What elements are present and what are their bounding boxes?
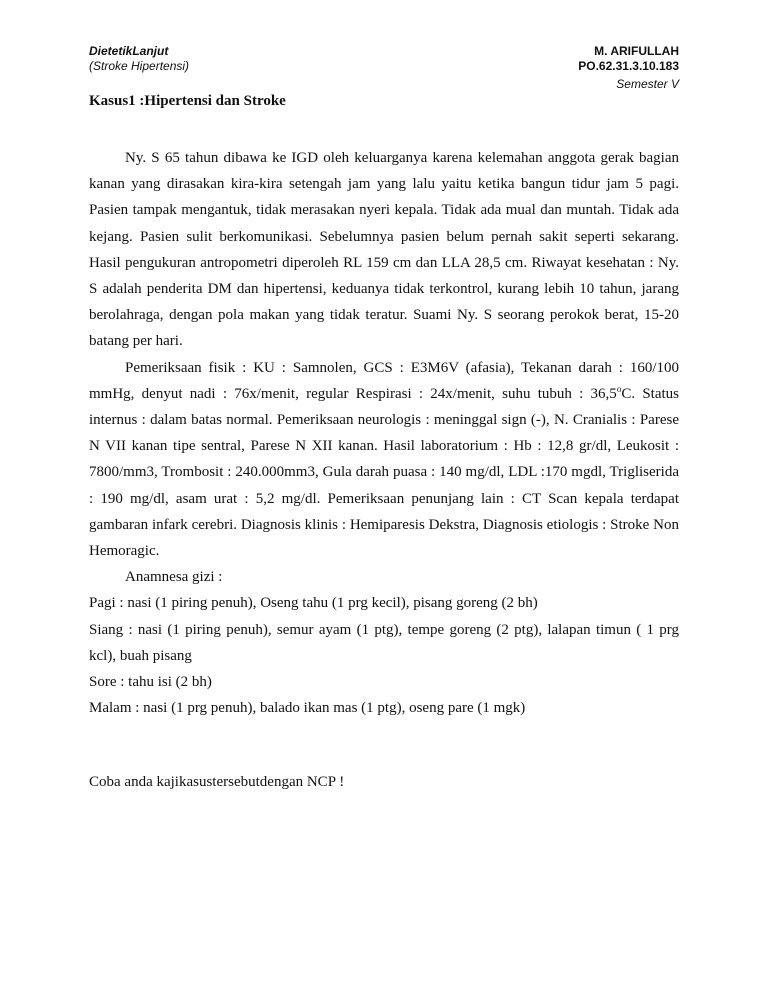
semester-label: Semester V	[616, 77, 679, 91]
header-left	[89, 44, 189, 74]
diet-item-malam: Malam : nasi (1 prg penuh), balado ikan mas (1 ptg), oseng pare (1 mgk)	[89, 700, 526, 717]
diet-history-heading: Anamnesa gizi :	[125, 569, 223, 586]
diet-item-siang: Siang : nasi (1 piring penuh), semur ayam (1 ptg), tempe goreng (2 ptg), lalapan timun ( 1 prg kcl), buah pisang	[89, 621, 679, 664]
header-right	[578, 44, 679, 92]
instruction-text: Coba anda kajikasustersebutdengan NCP !	[89, 774, 345, 791]
diet-item-sore: Sore : tahu isi (2 bh)	[89, 674, 212, 691]
spacer	[89, 721, 679, 769]
course-topic: (Stroke Hipertensi)	[89, 59, 190, 73]
course-name: DietetikLanjut	[89, 44, 169, 58]
case-paragraph-2-part-a: Pemeriksaan fisik : KU : Samnolen, GCS : E3M6V (afasia), Tekanan darah : 160/100 mmHg, denyut nadi : 76x/menit, regular Respirasi : 24x/menit, suhu tubuh : 36,5	[89, 359, 679, 402]
diet-item-pagi: Pagi : nasi (1 piring penuh), Oseng tahu (1 prg kecil), pisang goreng (2 bh)	[89, 595, 538, 612]
case-paragraph-2-part-b: C. Status internus : dalam batas normal. Pemeriksaan neurologis : meninggal sign (-), N. Cranialis : Parese N VII kanan tipe sentral, Parese N XII kanan. Hasil laboratorium : Hb : 12,8 gr/dl, Leukosit : 7800/mm3, Trombosit : 240.000mm3, Gula darah puasa : 140 mg/dl, LDL :170 mgdl, Trigliserida : 190 mg/dl, asam urat : 5,2 mg/dl. Pemeriksaan penunjang lain : CT Scan kepala terdapat gambaran infark cerebri. Diagnosis klinis : Hemiparesis Dekstra, Diagnosis etiologis : Stroke Non Hemoragic.	[89, 385, 679, 560]
case-paragraph-2	[89, 355, 679, 565]
page-title: Kasus1 :Hipertensi dan Stroke	[89, 93, 286, 109]
document-body	[89, 145, 679, 796]
degree-symbol: o	[616, 383, 622, 394]
student-id: PO.62.31.3.10.183	[578, 59, 679, 73]
case-paragraph-1: Ny. S 65 tahun dibawa ke IGD oleh keluarganya karena kelemahan anggota gerak bagian kanan yang dirasakan kira-kira setengah jam yang lalu yaitu ketika bangun tidur jam 5 pagi. Pasien tampak mengantuk, tidak merasakan nyeri kepala. Tidak ada mual dan muntah. Tidak ada kejang. Pasien sulit berkomunikasi. Sebelumnya pasien belum pernah sakit seperti sekarang. Hasil pengukuran antropometri diperoleh RL 159 cm dan LLA 28,5 cm. Riwayat kesehatan : Ny. S adalah penderita DM dan hipertensi, keduanya tidak terkontrol, kurang lebih 10 tahun, jarang berolahraga, dengan pola makan yang tidak teratur. Suami Ny. S seorang perokok berat, 15-20 batang per hari.	[89, 150, 679, 350]
author-name: M. ARIFULLAH	[594, 44, 679, 58]
